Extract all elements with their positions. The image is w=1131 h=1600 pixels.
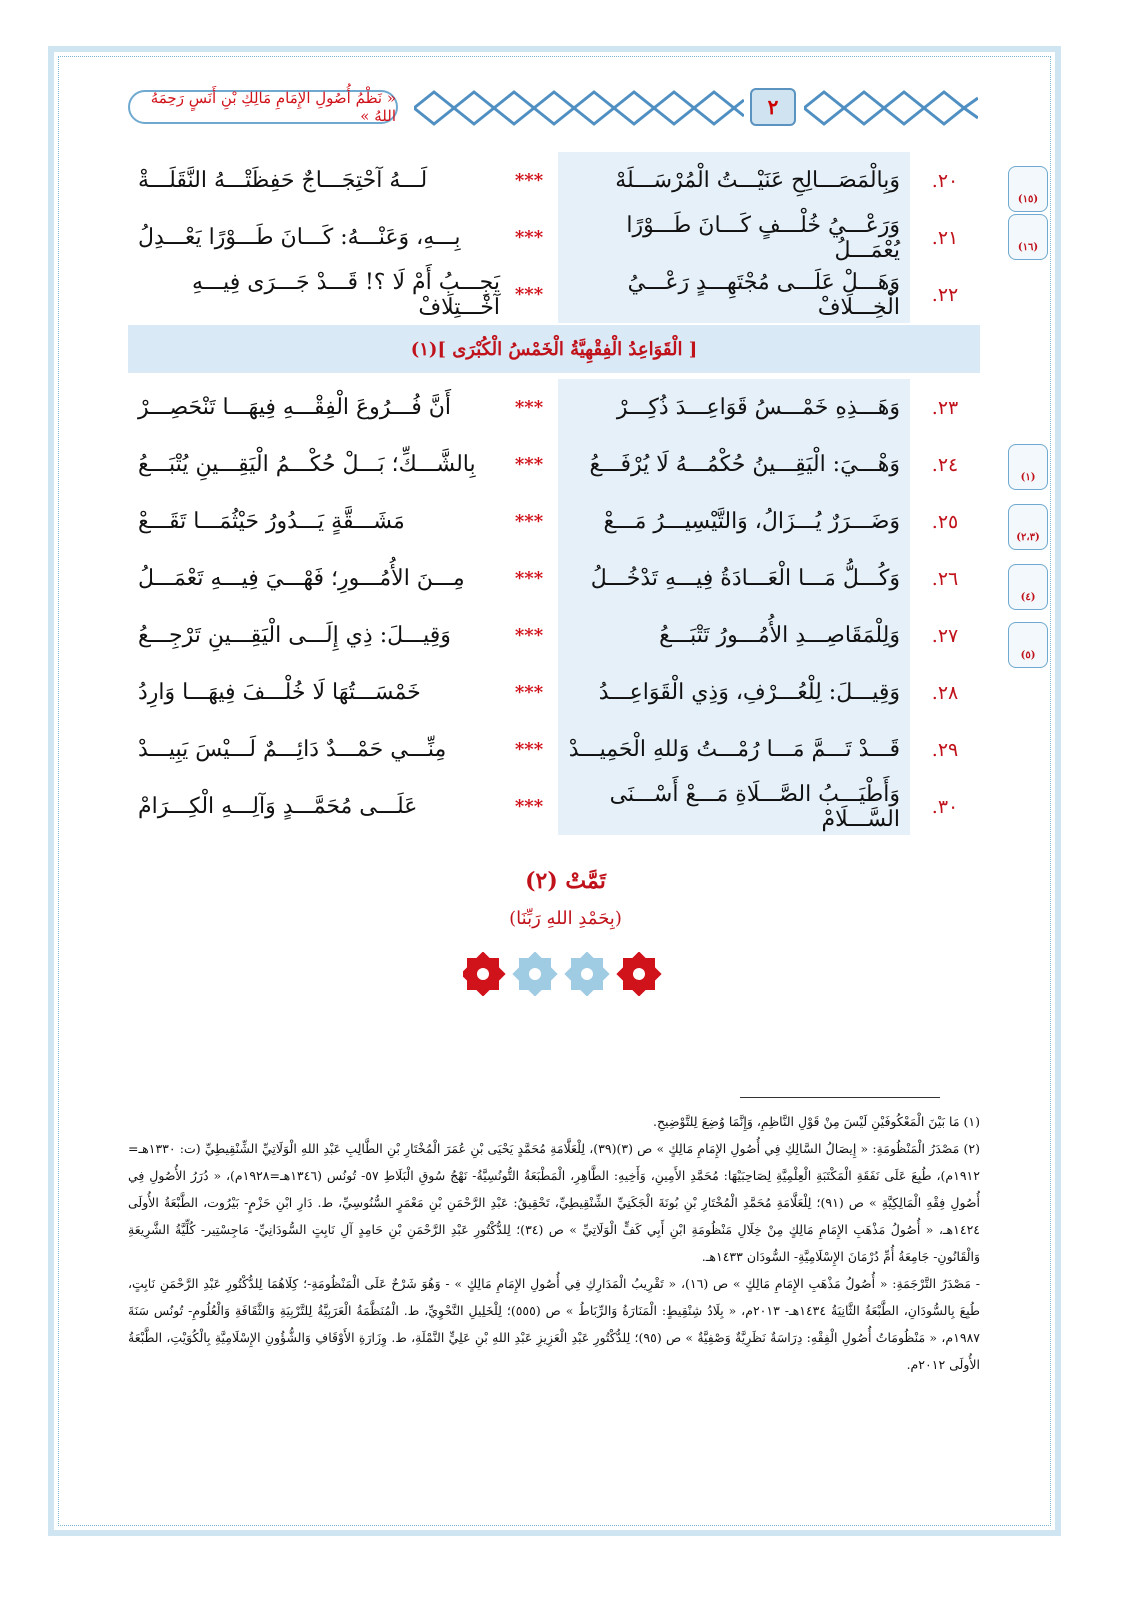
- footnote-rule: [740, 1097, 940, 1098]
- verse-separator: ***: [500, 266, 558, 323]
- verse-separator: ***: [500, 379, 558, 436]
- verse-row: [128, 436, 980, 493]
- footnotes: [128, 1108, 980, 1378]
- braid-ornament-right: [804, 88, 978, 128]
- closing-hamd: (بِحَمْدِ اللهِ رَبِّنَا): [509, 908, 622, 929]
- verse-number: ٢٩.: [910, 721, 980, 778]
- verse-row: [128, 607, 980, 664]
- verse-second-hemistich: مِـــنَ الأُمُـــورِ؛ فَهْـــيَ فِيـــهِ تَعْمَـــلُ: [128, 550, 500, 607]
- braid-ornament-left: [414, 88, 744, 128]
- verse-number: ٣٠.: [910, 778, 980, 835]
- verse-number: ٢٦.: [910, 550, 980, 607]
- verse-first-hemistich: وَرَعْـــيُ خُلْـــفٍ كَـــانَ طَـــوْرًا يُعْمَـــلُ: [558, 209, 910, 266]
- verse-first-hemistich: وَضَـــرَرٌ يُـــزَالُ، وَالتَّيْسِيـــرُ مَـــعْ: [558, 493, 910, 550]
- verse-separator: ***: [500, 550, 558, 607]
- footnote-1: (١) مَا بَيْنَ الْمَعْكُوفَيْنِ لَيْسَ مِنْ قَوْلِ النَّاظِمِ، وَإِنَّمَا وُضِعَ لِلتَّوْضِيحِ.: [653, 1114, 980, 1129]
- verse-row: [128, 721, 980, 778]
- verse-second-hemistich: أَنَّ فُـــرُوعَ الْفِقْـــهِ فِيهَـــا تَنْحَصِـــرْ: [128, 379, 500, 436]
- verse-separator: ***: [500, 664, 558, 721]
- margin-ref: (٤): [1008, 564, 1048, 610]
- verse-second-hemistich: لَـــهُ آحْتِجَـــاجٌ حَفِظَتْـــهُ النَّقَلَـــةْ: [128, 152, 500, 209]
- verse-separator: ***: [500, 721, 558, 778]
- verse-separator: ***: [500, 778, 558, 835]
- verse-second-hemistich: وَقِيـــلَ: ذِي إِلَـــى الْيَقِـــينِ تَرْجِـــعُ: [128, 607, 500, 664]
- closing-ornament: [463, 952, 663, 996]
- verse-second-hemistich: مِنِّـــي حَمْـــدٌ دَائِـــمٌ لَـــيْسَ يَبِيـــدْ: [128, 721, 500, 778]
- verse-number: ٢٥.: [910, 493, 980, 550]
- verse-number: ٢٠.: [910, 152, 980, 209]
- star-ornament-red: [616, 952, 661, 996]
- verse-separator: ***: [500, 209, 558, 266]
- margin-ref: (١٦): [1008, 214, 1048, 260]
- verse-separator: ***: [500, 152, 558, 209]
- verse-row: [128, 379, 980, 436]
- margin-ref: (١): [1008, 444, 1048, 490]
- margin-ref: (٢،٣): [1008, 504, 1048, 550]
- verse-row: [128, 493, 980, 550]
- verse-first-hemistich: وَكُـــلُّ مَـــا الْعَـــادَةُ فِيـــهِ تَدْخُـــلُ: [558, 550, 910, 607]
- verse-second-hemistich: مَشَـــقَّةٍ يَـــدُورُ حَيْثُمَـــا تَقَـــعْ: [128, 493, 500, 550]
- verse-row: [128, 778, 980, 835]
- verse-number: ٢٢.: [910, 266, 980, 323]
- margin-ref: (١٥): [1008, 166, 1048, 212]
- book-title: « نَظْمُ أُصُولِ الإِمَامِ مَالِكِ بْنِ أَنَسٍ رَحِمَهُ اللهُ »: [128, 90, 398, 124]
- verse-number: ٢١.: [910, 209, 980, 266]
- star-ornament-blue: [564, 952, 609, 996]
- verse-number: ٢٨.: [910, 664, 980, 721]
- verse-second-hemistich: بِـــهِ، وَعَنْـــهُ: كَـــانَ طَـــوْرًا يَعْـــدِلُ: [128, 209, 500, 266]
- verse-row: [128, 152, 980, 209]
- verse-separator: ***: [500, 607, 558, 664]
- verse-number: ٢٣.: [910, 379, 980, 436]
- star-ornament-blue: [512, 952, 557, 996]
- verse-first-hemistich: قَـــدْ تَـــمَّ مَـــا رُمْـــتُ وَللهِ الْحَمِيـــدْ: [558, 721, 910, 778]
- verse-second-hemistich: بِالشَّـــكِّ؛ بَـــلْ حُكْـــمُ الْيَقِـــينِ يُتْبَـــعُ: [128, 436, 500, 493]
- footnote-3: - مَصْدَرُ التَّرْجَمَةِ: « أُصُولُ مَذْهَبِ الإِمَامِ مَالِكٍ » ص (١٦)، « تَقْرِيبُ الْمَدَارِكِ فِي أُصُولِ الإِمَامِ مَالِكٍ » - وَهُوَ شَرْحٌ عَلَى الْمَنْظُومَةِ-؛ كِلَاهُمَا لِلدُّكْتُورِ عَبْدِ الرَّحْمَنِ نَابِتٍ، طُبِعَ بِالسُّودَانِ، الطَّبْعَةُ الثَّانِيَةُ ١٤٣٤هـ- ٢٠١٣م، « بِلَادُ شِنْقِيطٍ: الْمَنَارَةُ وَالرِّبَاطُ » ص (٥٥٥)؛ لِلْخَلِيلِ النَّحْوِيِّ، ط. الْمُنَظَّمَةُ الْعَرَبِيَّةُ لِلتَّرْبِيَةِ وَالثَّقَافَةِ وَالْعُلُومِ- تُونُس سَنَةَ ١٩٨٧م، « مَنْظُومَاتُ أُصُولِ الْفِقْهِ: دِرَاسَةٌ نَظَرِيَّةٌ وَصْفِيَّةٌ » ص (٩٥)؛ لِلدُّكْتُورِ عَبْدِ الْعَزِيزِ عَبْدِ اللهِ بْنِ عَلِيٍّ النَّمْلَةِ، ط. وِزَارَةِ الأَوْقَافِ وَالشُّؤُونِ الإِسْلَامِيَّةِ بِالْكُوَيْتِ، الطَّبْعَةُ الأُولَى ٢٠١٢م.: [128, 1276, 980, 1372]
- verse-second-hemistich: يَجِـــبُ أَمْ لَا ؟! قَـــدْ جَـــرَى فِيـــهِ آخْـــتِلَافْ: [128, 266, 500, 323]
- verses-table: [128, 152, 980, 835]
- margin-ref: (٥): [1008, 622, 1048, 668]
- page-number: ٢: [750, 88, 796, 126]
- verse-first-hemistich: وَهْـــيَ: الْيَقِـــينُ حُكْمُـــهُ لَا يُرْفَـــعُ: [558, 436, 910, 493]
- verse-second-hemistich: خَمْسَـــتُهَا لَا خُلْـــفَ فِيهَـــا وَارِدُ: [128, 664, 500, 721]
- section-heading: [ الْقَوَاعِدُ الْفِقْهِيَّةُ الْخَمْسُ الْكُبْرَى ](١): [128, 325, 980, 373]
- verse-number: ٢٧.: [910, 607, 980, 664]
- verse-row: [128, 209, 980, 266]
- verse-first-hemistich: وَهَـــذِهِ خَمْـــسُ قَوَاعِـــدَ ذُكِـــرْ: [558, 379, 910, 436]
- page-header: [128, 88, 978, 128]
- verse-first-hemistich: وَهَـــلْ عَلَـــى مُجْتَهِـــدٍ رَعْـــيُ الْخِـــلَافْ: [558, 266, 910, 323]
- verse-first-hemistich: وَلِلْمَقَاصِـــدِ الأُمُـــورُ تَتْبَـــعُ: [558, 607, 910, 664]
- verse-separator: ***: [500, 436, 558, 493]
- verse-row: [128, 664, 980, 721]
- star-ornament-red: [463, 952, 506, 996]
- verse-first-hemistich: وَبِالْمَصَـــالِحِ عَنَيْـــتُ الْمُرْسَـــلَهْ: [558, 152, 910, 209]
- verse-second-hemistich: عَلَـــى مُحَمَّـــدٍ وَآلِـــهِ الْكِـــرَامْ: [128, 778, 500, 835]
- verse-separator: ***: [500, 493, 558, 550]
- closing-tammat: تَمَّتْ (٢): [525, 868, 606, 894]
- verse-row: [128, 266, 980, 323]
- verse-first-hemistich: وَأَطْيَـــبُ الصَّـــلَاةِ مَـــعْ أَسْـــنَى السَّـــلَامْ: [558, 778, 910, 835]
- footnote-2: (٢) مَصْدَرُ الْمَنْظُومَةِ: « إِيصَالُ السَّالِكِ فِي أُصُولِ الإِمَامِ مَالِكٍ » ص (٣)(٣٩)، لِلْعَلَّامَةِ مُحَمَّدٍ يَحْيَى بْنِ عُمَرَ الْمُخْتَارِ بْنِ الطَّالِبِ عَبْدِ اللهِ الْوَلَاتِيِّ الشِّنْقِيطِيِّ (ت: ١٣٣٠هـ= ١٩١٢م)، طُبِعَ عَلَى نَفَقَةِ الْمَكْتَبَةِ الْعِلْمِيَّةِ لِصَاحِبَيْهَا: مُحَمَّدِ الأَمِينِ، وَأَخِيهِ: الطَّاهِرِ، الْمَطْبَعَةُ التُّونُسِيَّةُ- نَهْجُ سُوقِ الْبَلَاطِ ٥٧- تُونُس (١٣٤٦هـ=١٩٢٨م)، « دُرَرُ الأُصُولِ فِي أُصُولِ فِقْهِ الْمَالِكِيَّةِ » ص (٩١)؛ لِلْعَلَّامَةِ مُحَمَّدِ الْمُخْتَارِ بْنِ بُونَةَ الْجَكَنِيِّ الشِّنْقِيطِيِّ، تَحْقِيقُ: عَبْدِ الرَّحْمَنِ بْنِ مَعْمَرٍ السُّنُوسِيِّ، ط. دَارِ ابْنِ حَزْمٍ- بَيْرُوت، الطَّبْعَةُ الأُولَى ١٤٢٤هـ، « أُصُولُ مَذْهَبِ الإِمَامِ مَالِكٍ مِنْ خِلَالِ مَنْظُومَةِ ابْنِ أَبِي كَفٍّ الْوَلَاتِيِّ » ص (٣٤)؛ لِلدُّكْتُورِ عَبْدِ الرَّحْمَنِ بْنِ حَامِدٍ آلِ نَابِتٍ السُّودَانِيِّ- مَاجِسْتِير- كُلِّيَّةُ الشَّرِيعَةِ وَالْقَانُونِ- جَامِعَةُ أُمِّ دُرْمَانَ الإِسْلَامِيَّةِ- السُّودَان ١٤٣٣هـ.: [128, 1141, 980, 1264]
- verse-row: [128, 550, 980, 607]
- verse-first-hemistich: وَقِيـــلَ: لِلْعُـــرْفِ، وَذِي الْقَوَاعِـــدُ: [558, 664, 910, 721]
- verse-number: ٢٤.: [910, 436, 980, 493]
